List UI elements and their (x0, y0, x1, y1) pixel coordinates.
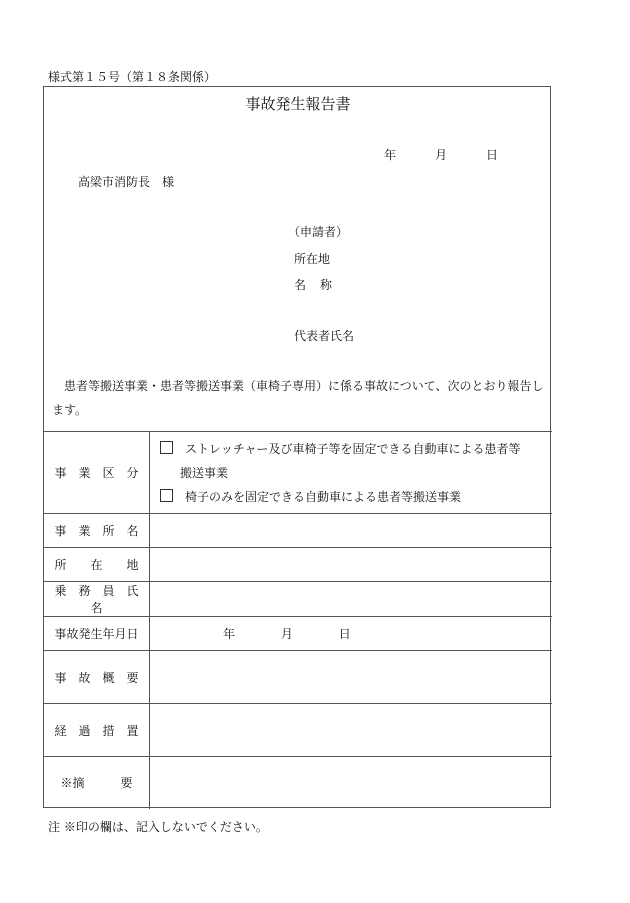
representative-name-label: 代表者氏名 (294, 329, 355, 343)
measures-label: 経 過 措 置 (44, 704, 150, 757)
summary-label: 事 故 概 要 (44, 651, 150, 704)
report-statement: 患者等搬送事業・患者等搬送事業（車椅子専用）に係る事故について、次のとおり報告します。 (52, 379, 544, 417)
crew-name-label: 乗 務 員 氏 名 (44, 582, 150, 617)
summary-field[interactable] (150, 651, 553, 704)
remarks-label: ※摘 要 (44, 757, 150, 809)
checkbox-icon[interactable] (160, 441, 173, 454)
accident-date-field[interactable]: 年 月 日 (150, 617, 553, 651)
remarks-field (150, 757, 553, 809)
form-number-label: 様式第１５号（第１８条関係） (48, 70, 217, 84)
addressee: 高梁市消防長 様 (78, 175, 175, 189)
checkbox-icon[interactable] (160, 489, 173, 502)
business-type-label: 事 業 区 分 (44, 432, 150, 514)
applicant-name-label: 名 称 (294, 278, 334, 292)
location-field[interactable] (150, 548, 553, 582)
measures-field[interactable] (150, 704, 553, 757)
applicant-address-label: 所在地 (294, 252, 331, 266)
applicant-heading: （申請者） (288, 225, 349, 239)
accident-date-label: 事故発生年月日 (44, 617, 150, 651)
business-type-option-stretcher[interactable]: ストレッチャー及び車椅子等を固定できる自動車による患者等 (160, 437, 552, 461)
business-type-cell: ストレッチャー及び車椅子等を固定できる自動車による患者等 搬送事業 椅子のみを固定できる自動車による患者等搬送事業 (150, 432, 553, 514)
report-form (43, 86, 551, 808)
document-title: 事故発生報告書 (245, 95, 351, 113)
date-year-field[interactable]: 年 (384, 148, 397, 162)
location-label: 所 在 地 (44, 548, 150, 582)
date-month-field[interactable]: 月 (435, 148, 448, 162)
business-type-option-wheelchair[interactable]: 椅子のみを固定できる自動車による患者等搬送事業 (160, 485, 552, 509)
crew-name-field[interactable] (150, 582, 553, 617)
footnote: 注 ※印の欄は、記入しないでください。 (48, 820, 268, 834)
office-name-label: 事 業 所 名 (44, 514, 150, 548)
report-table (44, 431, 552, 809)
date-day-field[interactable]: 日 (486, 148, 499, 162)
office-name-field[interactable] (150, 514, 553, 548)
